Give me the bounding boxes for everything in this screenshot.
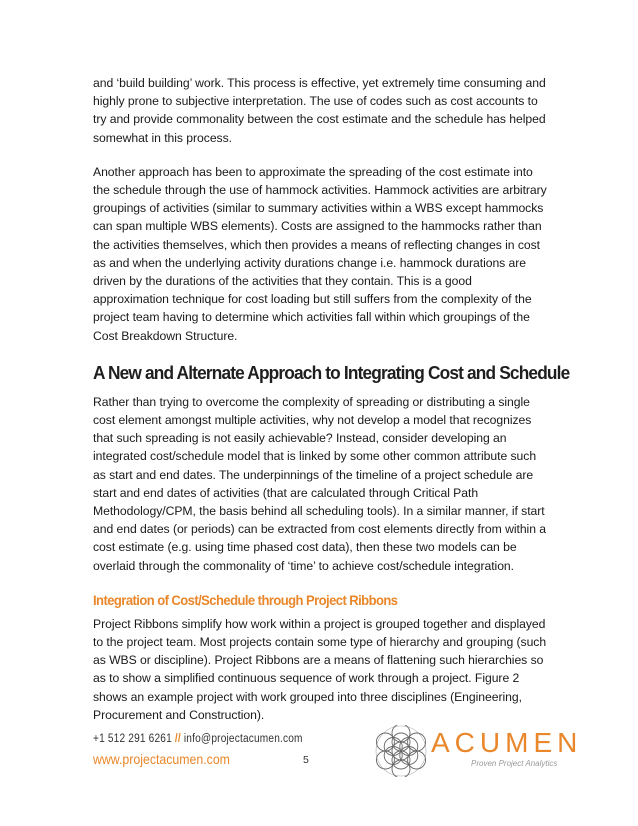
page-footer: [93, 727, 583, 783]
body-paragraph-4: Project Ribbons simplify how work within a project is grouped together and displayed to the project team. Most projects contain some type of hierarchy and grouping (such as WBS or discipline). Project Ribbons are a means of flattening such hierarchies so as to show a simplified continuous sequence of work through a project. Figure 2 shows an example project with work grouped into three disciplines (Engineering, Procurement and Construction).: [93, 616, 547, 722]
body-paragraph-1: and ‘build building’ work. This process is effective, yet extremely time consuming and highly prone to subjective interpretation. The use of codes such as cost accounts to try and provide commonality between the cost estimate and the schedule has helped somewhat in this process.: [93, 76, 546, 145]
subsection-heading: Integration of Cost/Schedule through Project Ribbons: [93, 591, 398, 608]
acumen-logo: [375, 725, 583, 777]
logo-wordmark: ACUMEN: [431, 727, 583, 758]
footer-email[interactable]: info@projectacumen.com: [183, 733, 303, 745]
body-paragraph-2: Another approach has been to approximate the spreading of the cost estimate into the schedule through the use of hammock activities. Hammock activities are arbitrary groupings of activities (similar to summary activities within a WBS except hammocks can span multiple WBS elements). Costs are assigned to the hammocks rather than the activities themselves, which then provides a means of reflecting changes in cost as and when the underlying activity durations change i.e. hammock durations are driven by the durations of the activities that they contain. This is a good approximation technique for cost loading but still suffers from the complexity of the project team having to determine which activities fall within which groupings of the Cost Breakdown Structure.: [93, 164, 547, 343]
flower-of-life-icon: [375, 725, 427, 777]
body-paragraph-3: Rather than trying to overcome the complexity of spreading or distributing a single cost element amongst multiple activities, why not develop a model that recognizes that such spreading is not easily achievable? Instead, consider developing an integrated cost/schedule model that is linked by some other common attribute such as start and end dates. The underpinnings of the timeline of a project schedule are start and end dates of activities (that are calculated through Critical Path Methodology/CPM, the basis behind all scheduling tools). In a similar manner, if start and end dates (or periods) can be extracted from cost elements directly from within a cost estimate (e.g. using time phased cost data), then these two models can be overlaid through the commonality of ‘time’ to achieve cost/schedule integration.: [93, 394, 546, 573]
section-heading: A New and Alternate Approach to Integrating Cost and Schedule: [93, 361, 570, 383]
page-number: 5: [303, 754, 309, 766]
logo-tagline: Proven Project Analytics: [471, 759, 558, 768]
footer-separator: //: [174, 733, 181, 745]
footer-website-link[interactable]: www.projectacumen.com: [93, 751, 230, 767]
page-content: [93, 74, 570, 740]
footer-contact: [93, 733, 303, 745]
footer-phone: +1 512 291 6261: [93, 733, 172, 745]
